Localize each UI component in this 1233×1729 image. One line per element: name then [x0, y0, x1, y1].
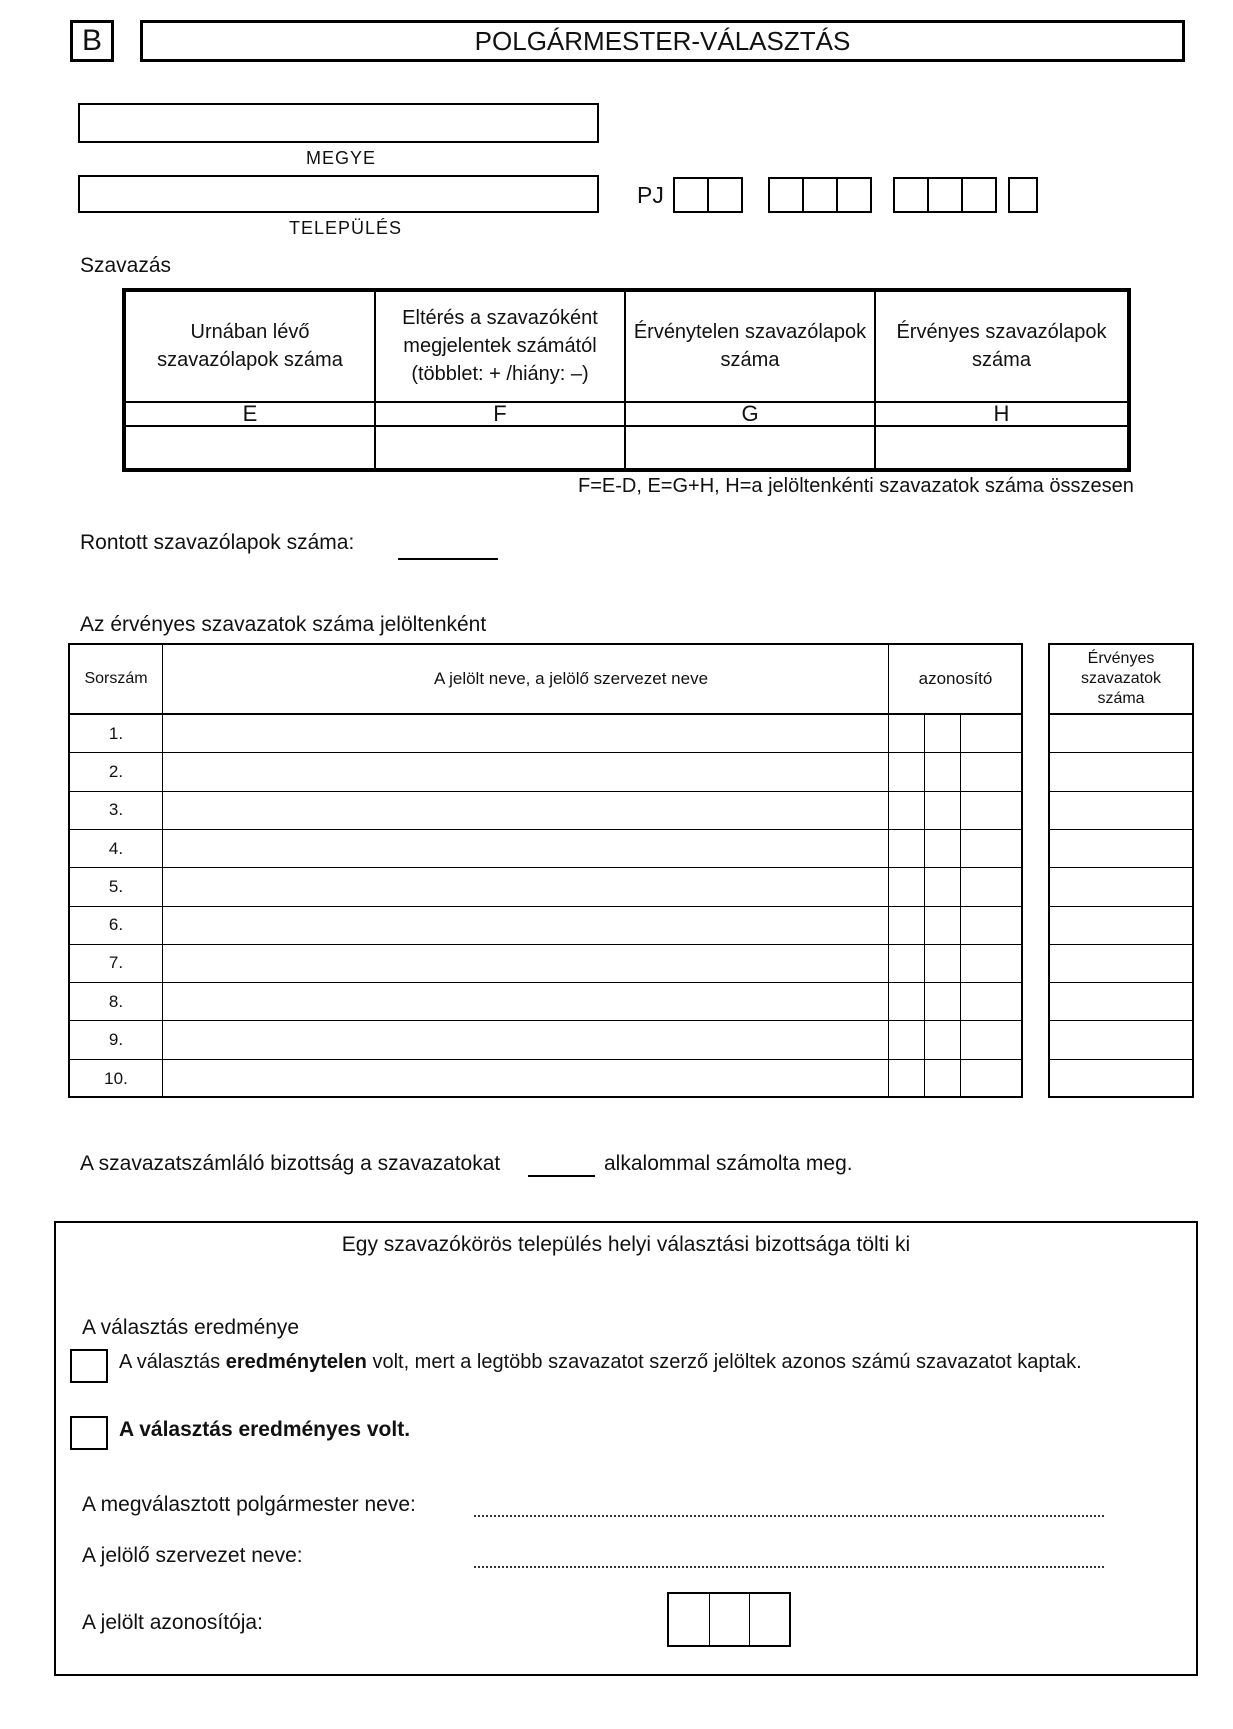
column-name-header: A jelölt neve, a jelölő szervezet neve	[433, 669, 709, 688]
counting-text-after: alkalommal számolta meg.	[604, 1152, 853, 1175]
mayor-name-label: A megválasztott polgármester neve:	[82, 1493, 416, 1516]
candidates-rows	[70, 715, 1021, 1098]
pj-digit-field[interactable]	[1008, 177, 1038, 213]
county-field[interactable]	[78, 103, 599, 143]
mayor-name-field[interactable]	[474, 1497, 1104, 1517]
voting-section-title: Szavazás	[80, 254, 172, 277]
pj-digit-field[interactable]	[673, 177, 709, 213]
spoiled-ballots-field[interactable]	[398, 558, 498, 560]
pj-digit-field[interactable]	[927, 177, 963, 213]
voting-column-letter: E	[126, 401, 374, 427]
table-row	[70, 983, 1021, 1021]
unsuccessful-text-bold: eredménytelen	[225, 1351, 367, 1373]
candidates-table-header	[70, 645, 1021, 715]
candidate-id-field[interactable]	[667, 1592, 791, 1647]
row-number: 7.	[108, 953, 124, 973]
valid-votes-cell[interactable]	[1050, 830, 1192, 868]
row-number: 9.	[108, 1030, 124, 1050]
voting-table	[122, 288, 1131, 472]
settlement-label: TELEPÜLÉS	[289, 218, 403, 238]
column-id-header: azonosító	[918, 669, 993, 688]
valid-votes-cell[interactable]	[1050, 1060, 1192, 1098]
voting-column	[876, 292, 1127, 468]
table-row	[70, 868, 1021, 906]
valid-votes-cell[interactable]	[1050, 868, 1192, 906]
row-number: 1.	[108, 723, 124, 743]
candidate-name-field[interactable]	[162, 1060, 888, 1098]
unsuccessful-text-post: volt, mert a legtöbb szavazatot szerző jelöltek azonos számú szavazatot kaptak.	[366, 1351, 1082, 1373]
voting-column	[126, 292, 376, 468]
org-name-label: A jelölő szervezet neve:	[82, 1544, 303, 1567]
successful-option-label: A választás eredményes volt.	[119, 1418, 411, 1441]
settlement-field[interactable]	[78, 175, 599, 213]
voting-column-header: Érvénytelen szavazólapok száma	[633, 321, 867, 371]
candidate-name-field[interactable]	[162, 868, 888, 905]
pj-digit-field[interactable]	[802, 177, 838, 213]
candidates-section-title: Az érvényes szavazatok száma jelöltenként	[80, 613, 487, 636]
voting-value-field[interactable]	[876, 427, 1127, 468]
form-title: POLGÁRMESTER-VÁLASZTÁS	[474, 25, 851, 56]
voting-column	[626, 292, 876, 468]
voting-column-header: Urnában lévő szavazólapok száma	[157, 321, 343, 371]
valid-votes-table	[1048, 643, 1194, 1098]
table-row	[70, 945, 1021, 983]
result-title: A választás eredménye	[82, 1316, 300, 1339]
valid-votes-cell[interactable]	[1050, 715, 1192, 753]
table-row	[70, 907, 1021, 945]
org-name-field[interactable]	[474, 1548, 1104, 1568]
pj-digit-field[interactable]	[768, 177, 804, 213]
pj-digit-field[interactable]	[961, 177, 997, 213]
candidate-name-field[interactable]	[162, 983, 888, 1020]
valid-votes-cell[interactable]	[1050, 983, 1192, 1021]
voting-column-letter: F	[376, 401, 624, 427]
section-letter-box	[70, 20, 114, 62]
unsuccessful-text-pre: A választás	[119, 1351, 226, 1373]
committee-heading: Egy szavazókörös település helyi választási bizottsága tölti ki	[341, 1233, 911, 1256]
table-row	[70, 715, 1021, 753]
candidate-name-field[interactable]	[162, 753, 888, 790]
pj-label: PJ	[637, 182, 664, 208]
pj-digit-field[interactable]	[836, 177, 872, 213]
row-number: 3.	[108, 800, 124, 820]
table-row	[70, 753, 1021, 791]
table-row	[70, 1021, 1021, 1059]
voting-value-field[interactable]	[376, 427, 624, 468]
candidate-name-field[interactable]	[162, 945, 888, 982]
candidate-name-field[interactable]	[162, 715, 888, 752]
candidate-id-label: A jelölt azonosítója:	[82, 1611, 263, 1634]
candidate-name-field[interactable]	[162, 830, 888, 867]
voting-column-letter: G	[626, 401, 874, 427]
candidate-name-field[interactable]	[162, 907, 888, 944]
voting-value-field[interactable]	[126, 427, 374, 468]
row-number: 5.	[108, 876, 124, 896]
counting-times-field[interactable]	[528, 1175, 595, 1177]
committee-section	[54, 1221, 1198, 1676]
valid-votes-cell[interactable]	[1050, 907, 1192, 945]
table-row	[70, 1060, 1021, 1098]
spoiled-ballots-label: Rontott szavazólapok száma:	[80, 531, 355, 554]
voting-column-header: Eltérés a szavazóként megjelentek számától (többlet: + /hiány: –)	[402, 307, 598, 385]
formula-note: F=E-D, E=G+H, H=a jelöltenkénti szavazatok száma összesen	[578, 475, 1134, 497]
pj-digit-field[interactable]	[707, 177, 743, 213]
unsuccessful-option-label	[119, 1351, 1082, 1374]
candidates-table	[68, 643, 1023, 1098]
valid-votes-cell[interactable]	[1050, 792, 1192, 830]
counting-text-before: A szavazatszámláló bizottság a szavazatokat	[80, 1152, 501, 1175]
row-number: 4.	[108, 838, 124, 858]
row-number: 8.	[108, 991, 124, 1011]
form-title-box	[140, 20, 1185, 62]
voting-column	[376, 292, 626, 468]
candidate-name-field[interactable]	[162, 792, 888, 829]
pj-digit-field[interactable]	[893, 177, 929, 213]
valid-votes-cell[interactable]	[1050, 945, 1192, 983]
table-row	[70, 792, 1021, 830]
row-number: 10.	[104, 1068, 128, 1088]
unsuccessful-checkbox[interactable]	[70, 1349, 108, 1383]
row-number: 6.	[108, 915, 124, 935]
county-label: MEGYE	[306, 148, 377, 168]
column-number-header: Sorszám	[84, 670, 148, 687]
valid-votes-header: Érvényes szavazatok száma	[1050, 645, 1192, 715]
valid-votes-cell[interactable]	[1050, 1021, 1192, 1059]
row-number: 2.	[108, 761, 124, 781]
voting-column-letter: H	[876, 401, 1127, 427]
table-row	[70, 830, 1021, 868]
successful-checkbox[interactable]	[70, 1416, 108, 1450]
section-letter: B	[81, 24, 102, 57]
voting-value-field[interactable]	[626, 427, 874, 468]
voting-column-header: Érvényes szavazólapok száma	[896, 321, 1107, 371]
candidate-name-field[interactable]	[162, 1021, 888, 1058]
valid-votes-rows	[1050, 715, 1192, 1098]
valid-votes-cell[interactable]	[1050, 753, 1192, 791]
